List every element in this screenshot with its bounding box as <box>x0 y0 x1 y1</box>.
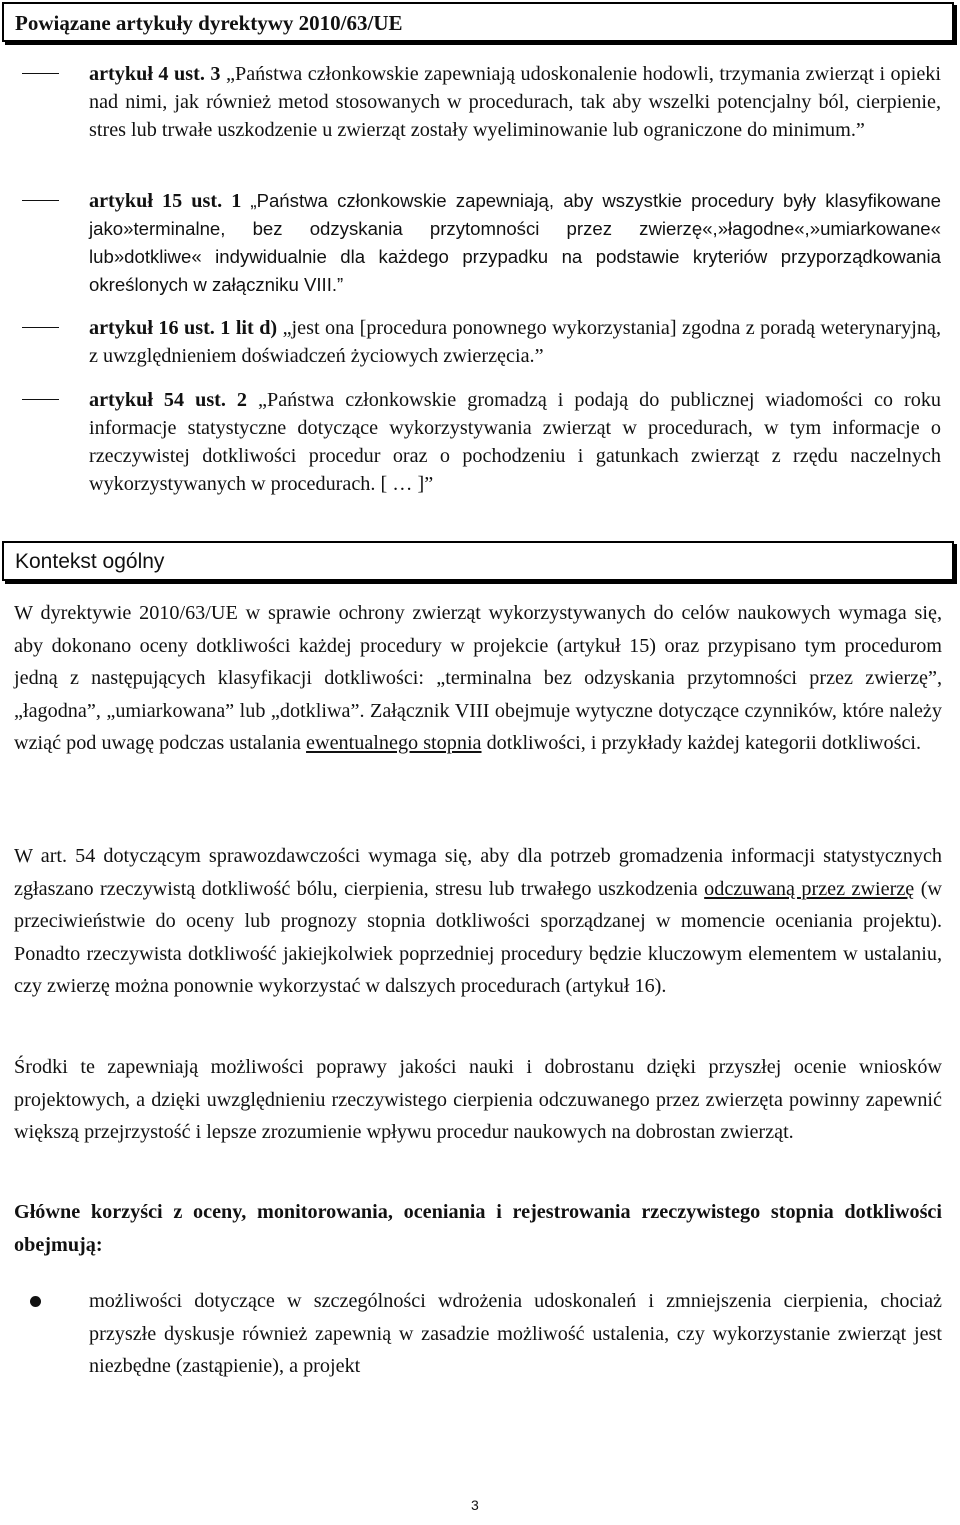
general-context-header <box>2 541 954 581</box>
benefit-item <box>89 1285 942 1383</box>
related-articles-header <box>2 2 954 42</box>
article-16-ref: artykuł 16 ust. 1 lit d) <box>89 317 278 339</box>
benefits-heading-text: Główne korzyści z oceny, monitorowania, oceniania i rejestrowania rzeczywistego stopnia dotkliwości obejmują: <box>14 1201 942 1256</box>
benefits-heading <box>14 1196 942 1261</box>
article-54-quote: „Państwa członkowskie gromadzą i podają do publicznej wiadomości co roku informacje statystyczne dotyczące wykorzystywania zwierząt w procedurach, w tym informacje o rzeczywistej dotkliwości procedur oraz o pochodzeniu i gatunkach zwierząt z rzędu naczelnych wykorzystywanych w procedurach. [ … ]” <box>89 389 942 495</box>
article-15-quote: „Państwa członkowskie zapewniają, aby wszystkie procedury były klasyfikowane jako»terminalne, bez odzyskania przytomności przez zwierzę«,»łagodne«,»umiarkowane« lub»dotkliwe« indywidualnie dla każdego przypadku na podstawie kryteriów przyporządkowania określonych w załączniku VIII.” <box>89 190 941 295</box>
article-16-item <box>89 314 941 370</box>
article-15-item <box>89 187 941 299</box>
dash-marker <box>22 327 59 328</box>
related-articles-title: Powiązane artykuły dyrektywy 2010/63/UE <box>15 11 403 35</box>
paragraph-3-text: Środki te zapewniają możliwości poprawy jakości nauki i dobrostanu dzięki przyszłej ocenie wniosków projektowych, a dzięki uwzględnieniu rzeczywistego cierpienia odczuwanego przez zwierzęta powinny zapewnić większą przejrzystość i lepsze zrozumienie wpływu procedur naukowych na dobrostan zwierząt. <box>14 1056 942 1143</box>
benefit-item-text: możliwości dotyczące w szczególności wdrożenia udoskonaleń i zmniejszenia cierpienia, chociaż przyszłe dyskusje również zapewnią w zasadzie możliwość ustalenia, czy wykorzystanie zwierząt jest niezbędne (zastąpienie), a projekt <box>89 1290 942 1377</box>
paragraph-1-text: W dyrektywie 2010/63/UE w sprawie ochrony zwierząt wykorzystywanych do celów naukowych wymaga się, aby dokonano oceny dotkliwości każdej procedury w projekcie (artykuł 15) oraz przypisano tym procedurom jedną z następujących klasyfikacji dotkliwości: „terminalna bez odzyskania przytomności przez zwierzę”, „łagodna”, „umiarkowana” lub „dotkliwa”. Załącznik VIII obejmuje wytyczne dotyczące czynników, które należy wziąć pod uwagę podczas ustalania ewentualnego stopnia dotkliwości, i przykłady każdej kategorii dotkliwości. <box>14 602 942 754</box>
paragraph-measures <box>14 1051 942 1149</box>
dash-marker <box>22 399 59 400</box>
general-context-title: Kontekst ogólny <box>15 550 165 573</box>
page-number: 3 <box>471 1497 479 1513</box>
article-16-quote: „jest ona [procedura ponownego wykorzystania] zgodna z poradą weterynaryjną, z uwzględnieniem doświadczeń życiowych zwierzęcia.” <box>89 317 941 367</box>
article-54-item <box>89 386 941 498</box>
dash-marker <box>22 200 59 201</box>
paragraph-reporting <box>14 840 942 1003</box>
article-4-quote: „Państwa członkowskie zapewniają udoskonalenie hodowli, trzymania zwierząt i opieki nad nimi, jak również metod stosowanych w procedurach, tak aby wszelki potencjalny ból, cierpienie, stres lub trwałe uszkodzenie u zwierząt zostały wyeliminowanie lub ograniczone do minimum.” <box>89 63 942 141</box>
article-4-ref: artykuł 4 ust. 3 <box>89 63 221 85</box>
article-54-ref: artykuł 54 ust. 2 <box>89 389 248 411</box>
article-15-ref: artykuł 15 ust. 1 <box>89 190 242 212</box>
paragraph-2-text: W art. 54 dotyczącym sprawozdawczości wymaga się, aby dla potrzeb gromadzenia informacji statystycznych zgłaszano rzeczywistą dotkliwość bólu, cierpienia, stresu lub trwałego uszkodzenia odczuwaną przez zwierzę (w przeciwieństwie do oceny lub prognozy stopnia dotkliwości sporządzanej w momencie oceniania projektu). Ponadto rzeczywista dotkliwość jakiejkolwiek poprzedniej procedury będzie kluczowym elementem w ustalaniu, czy zwierzę można ponownie wykorzystać w dalszych procedurach (artykuł 16). <box>14 845 942 997</box>
article-4-item <box>89 60 941 144</box>
dash-marker <box>22 73 59 74</box>
bullet-icon <box>30 1296 41 1307</box>
paragraph-directive <box>14 597 942 760</box>
